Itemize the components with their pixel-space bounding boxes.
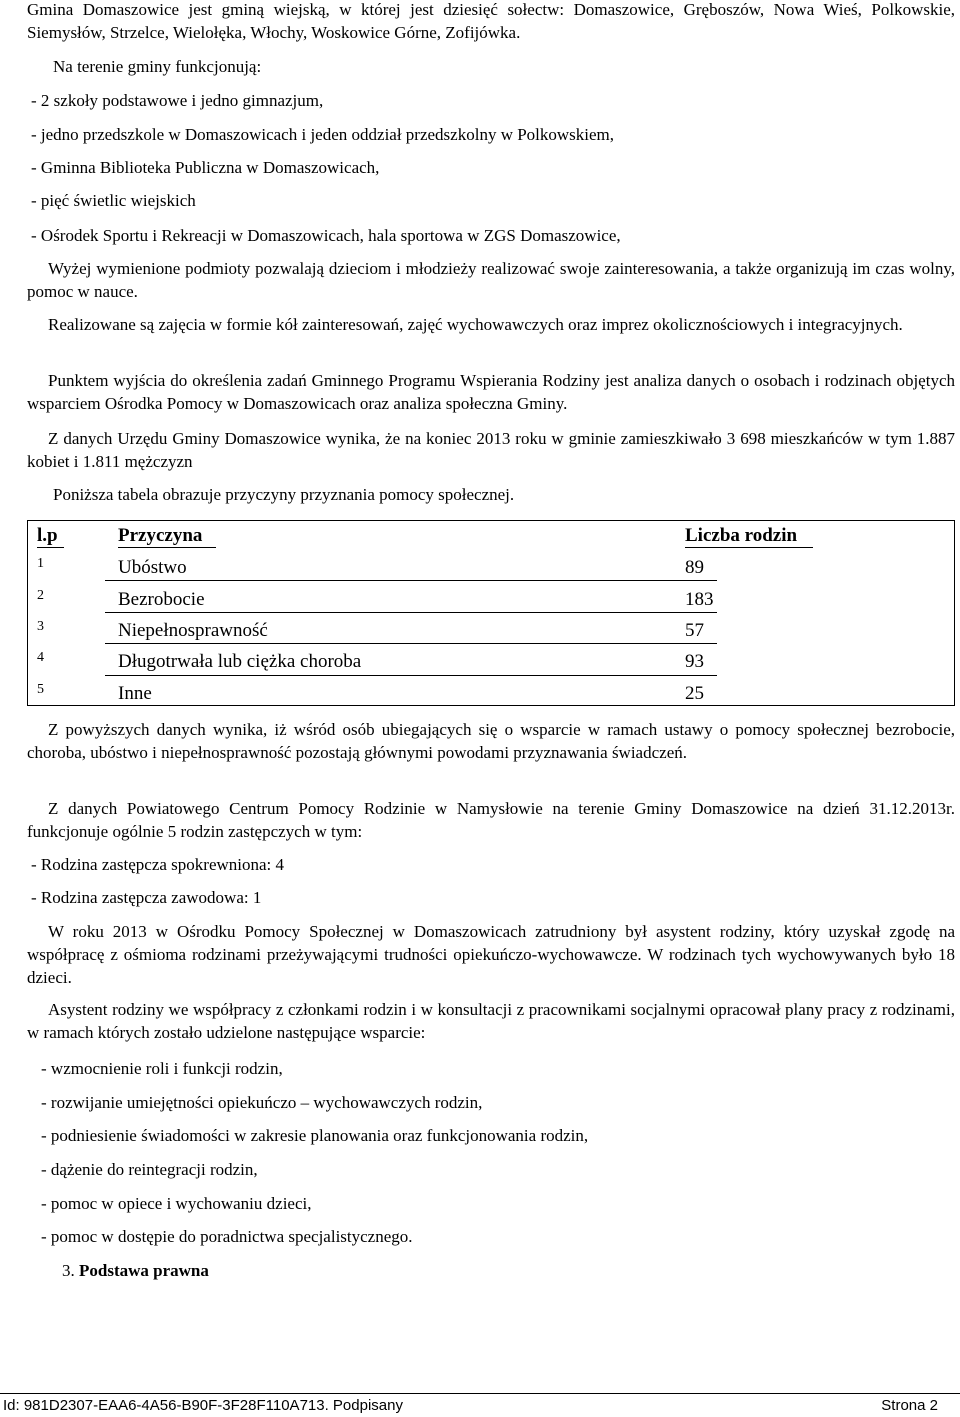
intro-paragraph: Gmina Domaszowice jest gminą wiejską, w której jest dziesięć sołectw: Domaszowice, Gręboszów, Nowa Wieś, Polkowskie, Siemysłów, Strzelce, Wielołęka, Włochy, Woskowice Górne, Zofijówka. (27, 0, 955, 42)
list-item: - podniesienie świadomości w zakresie planowania oraz funkcjonowania rodzin, (41, 1126, 589, 1145)
header-reason: Przyczyna (118, 525, 203, 546)
table-row-count: 25 (685, 683, 704, 704)
table-row-reason: Długotrwała lub ciężka choroba (118, 651, 362, 672)
footer-divider (0, 1393, 960, 1394)
table-row-reason: Ubóstwo (118, 557, 187, 578)
table-row-count: 89 (685, 557, 704, 578)
footer-document-id: Id: 981D2307-EAA6-4A56-B90F-3F28F110A713. Podpisany (3, 1397, 403, 1414)
list-item: - wzmocnienie roli i funkcji rodzin, (41, 1059, 283, 1078)
paragraph-foster: Z danych Powiatowego Centrum Pomocy Rodzinie w Namysłowie na terenie Gminy Domaszowice na dzień 31.12.2013r. funkcjonuje ogólnie 5 rodzin zastępczych w tym: (27, 799, 955, 841)
table-row-count: 183 (685, 589, 714, 610)
table-row-reason: Bezrobocie (118, 589, 205, 610)
header-underline (685, 547, 813, 548)
institutions-intro: Na terenie gminy funkcjonują: (53, 57, 262, 76)
section-number: 3. (62, 1261, 75, 1280)
paragraph-assistant: W roku 2013 w Ośrodku Pomocy Społecznej w Domaszowicach zatrudniony był asystent rodziny, który uzyskał zgodę na współpracę z ośmioma rodzinami przeżywającymi trudności opiekuńczo-wychowawcze. W rodzinach tych wychowywanych było 18 dzieci. (27, 922, 955, 987)
footer-page-number: Strona 2 (881, 1397, 938, 1414)
paragraph-activities: Wyżej wymienione podmioty pozwalają dzieciom i młodzieży realizować swoje zainteresowania, a także organizują im czas wolny, pomoc w nauce. (27, 259, 955, 301)
list-item: - pięć świetlic wiejskich (31, 191, 196, 210)
list-item: - dążenie do reintegracji rodzin, (41, 1160, 258, 1179)
list-item: - pomoc w opiece i wychowaniu dzieci, (41, 1194, 312, 1213)
header-underline (37, 547, 64, 548)
row-divider (105, 643, 717, 644)
table-row-count: 57 (685, 620, 704, 641)
table-caption: Poniższa tabela obrazuje przyczyny przyznania pomocy społecznej. (53, 485, 515, 504)
table-row-reason: Inne (118, 683, 152, 704)
list-item: - Rodzina zastępcza spokrewniona: 4 (31, 855, 285, 874)
paragraph-analysis: Punktem wyjścia do określenia zadań Gminnego Programu Wspierania Rodziny jest analiza danych o osobach i rodzinach objętych wsparciem Ośrodka Pomocy w Domaszowicach oraz analiza społeczna Gminy. (27, 371, 955, 413)
paragraph-population: Z danych Urzędu Gminy Domaszowice wynika, że na koniec 2013 roku w gminie zamieszkiwało 3 698 mieszkańców w tym 1.887 kobiet i 1.811 mężczyzn (27, 429, 955, 471)
header-count: Liczba rodzin (685, 525, 798, 546)
list-item: - 2 szkoły podstawowe i jedno gimnazjum, (31, 91, 324, 110)
header-lp: l.p (37, 525, 58, 546)
section-title: Podstawa prawna (79, 1261, 209, 1280)
list-item: - rozwijanie umiejętności opiekuńczo – wychowawczych rodzin, (41, 1093, 483, 1112)
list-item: - pomoc w dostępie do poradnictwa specjalistycznego. (41, 1227, 413, 1246)
table-row-lp: 4 (37, 650, 44, 665)
section-heading (62, 1259, 209, 1282)
list-item: - Rodzina zastępcza zawodowa: 1 (31, 888, 262, 907)
table-row-lp: 2 (37, 588, 44, 603)
list-item: - Ośrodek Sportu i Rekreacji w Domaszowicach, hala sportowa w ZGS Domaszowice, (31, 226, 621, 245)
table-row-lp: 3 (37, 619, 44, 634)
paragraph-classes: Realizowane są zajęcia w formie kół zainteresowań, zajęć wychowawczych oraz imprez okolicznościowych i integracyjnych. (48, 315, 903, 334)
list-item: - jedno przedszkole w Domaszowicach i jeden oddział przedszkolny w Polkowskiem, (31, 125, 615, 144)
table-row-lp: 1 (37, 556, 44, 571)
row-divider (105, 612, 717, 613)
table-row-reason: Niepełnosprawność (118, 620, 268, 641)
table-row-lp: 5 (37, 682, 44, 697)
table-row-count: 93 (685, 651, 704, 672)
row-divider (105, 580, 717, 581)
paragraph-plans: Asystent rodziny we współpracy z członkami rodzin i w konsultacji z pracownikami socjalnymi opracował plany pracy z rodzinami, w ramach których zostało udzielone następujące wsparcie: (27, 1000, 955, 1042)
header-underline (118, 547, 216, 548)
list-item: - Gminna Biblioteka Publiczna w Domaszowicach, (31, 158, 380, 177)
row-divider (105, 675, 717, 676)
paragraph-conclusion: Z powyższych danych wynika, iż wśród osób ubiegających się o wsparcie w ramach ustawy o pomocy społecznej bezrobocie, choroba, ubóstwo i niepełnosprawność pozostają głównymi powodami przyznawania świadczeń. (27, 720, 955, 762)
